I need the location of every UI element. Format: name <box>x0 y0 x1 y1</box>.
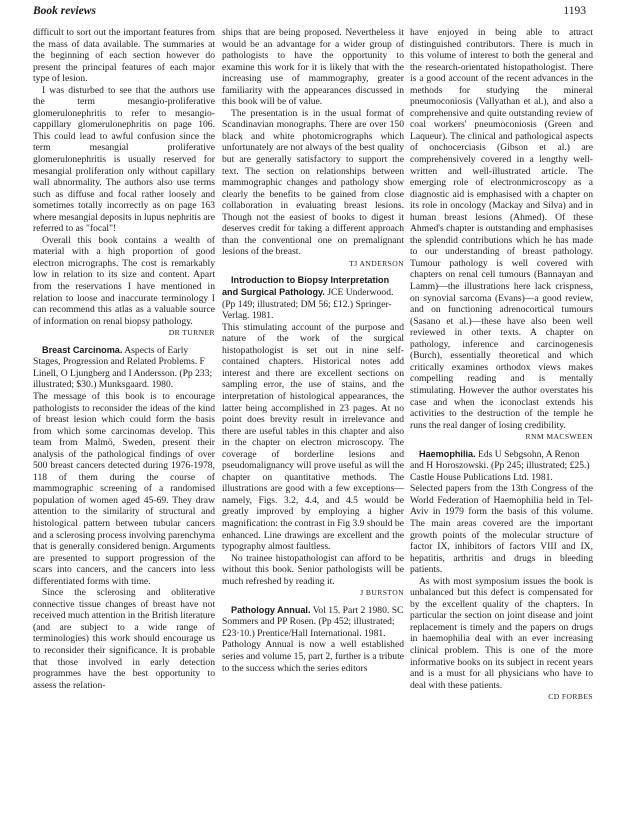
book-citation <box>222 275 404 321</box>
book-title: Haemophilia. <box>419 448 476 459</box>
book-title: Breast Carcinoma. <box>42 344 123 355</box>
reviewer-signature: DR TURNER <box>168 328 215 338</box>
book-details: Eds U Sebgsohn, A Renon and H Horoszowski. (Pp 245; illustrated; £25.) Castle House Publications Ltd. 1981. <box>410 448 590 483</box>
page-header <box>0 0 620 26</box>
book-title: Introduction to Biopsy Interpretation and Surgical Pathology. <box>222 275 390 298</box>
book-citation <box>410 449 593 484</box>
review-paragraph: Since the sclerosing and obliterative connective tissue changes of breast have not received much attention in the British literature (and are subject to a wide range of terminologies) this work should encourage us to reconsider their significance. It is probable that those involved in early detection programmes have the best opportunity to assess the relation- <box>33 587 215 691</box>
column-3 <box>410 27 593 709</box>
review-paragraph: ships that are being proposed. Nevertheless it would be an advantage for a wider group of pathologists to have the opportunity to examine this work for it is likely that with the increasing use of mammography, greater familiarity with the appearances discussed in this book will be of value. <box>222 27 404 108</box>
book-citation <box>222 605 404 640</box>
review-paragraph: No trainee histopathologist can afford to be without this book. Senior pathologists will be much refreshed by reading it. <box>222 552 404 587</box>
column-2 <box>222 27 404 674</box>
review-paragraph: difficult to sort out the important features from the mass of data available. The summaries at the beginning of each section however do present the principal features of each major type of lesion. <box>33 27 215 85</box>
review-paragraph: Overall this book contains a wealth of material with a high proportion of good electron micrographs. The cost is remarkably low in relation to its size and content. Apart from the reservations I have mentioned in relation to loose and inaccurate terminology I can recommend this atlas as a valuable source of information on renal biopsy pathology. <box>33 234 215 327</box>
review-paragraph: Selected papers from the 13th Congress of the World Federation of Haemophilia held in Tel-Aviv in 1979 form the basis of this volume. The main areas covered are the important growth points of the molecular structure of factor IX, inhibitors of factors VIII and IX, hepatitis, arthritis and drugs in bleeding patients. <box>410 483 593 576</box>
section-title: Book reviews <box>33 5 96 17</box>
book-citation <box>33 345 215 391</box>
column-1 <box>33 27 215 691</box>
reviewer-signature: CD FORBES <box>548 692 593 702</box>
reviewer-signature: J BURSTON <box>360 588 404 598</box>
book-details: Aspects of Early Stages, Progression and Related Problems. F Linell, O Ljungberg and I Andersson. (Pp 233; illustrated; $30.) Munksgaard. 1980. <box>33 344 213 391</box>
review-paragraph: Pathology Annual is now a well established series and volume 15, part 2, further is a tribute to the success which the series editors <box>222 639 404 674</box>
reviewer-signature: TJ ANDERSON <box>349 258 404 268</box>
review-paragraph: have enjoyed in being able to attract distinguished contributors. There is much in this volume of interest to both the general and the research-orientated histopathologist. There is a good account of the recent advances in the methods for studying the mineral pneumoconiosis (Vallyathan et al.), and also a comprehensive and quite outstanding review of coal workers' pneumoconiosis (Green and Laqueur). The clinical and pathological aspects of onchocerciasis (Gibson et al.) are comprehensively covered in a lengthy well-written and well-illustrated article. The emerging role of electronmicroscopy as a diagnostic aid is emphasised with a chapter on its role in oncology (Mackay and Silva) and in human breast lesions (Ahmed). Of these Ahmed's chapter is outstanding and emphasises the splendid contributions which he has made to our understanding of breast pathology. Tumour pathology is well covered with chapters on renal cell tumours (Bannayan and Lamm)—the illustrations here lack crispness, on synovial sarcoma (Evans)—a good review, and on functioning adrenocortical tumours (Sasano et al.)—these have also been well reviewed in other texts. A chapter on pathology, inference and carcinogenesis (Burch), essentially theoretical and which critically examines orthodox views makes compelling reading and is mentally stimulating. However the author overstates his case and when the iconoclast extends his activities to the destruction of the temple he runs the real danger of losing credibility. <box>410 27 593 431</box>
review-paragraph: As with most symposium issues the book is unbalanced but this defect is compensated for by the excellent quality of the chapters. In particular the section on joint disease and joint replacement is timely and the papers on drugs in haemophilia deal with an ever increasing clinical problem. This is one of the more informative books on its subject in recent years and is a must for all physicians who have to deal with these patients. <box>410 575 593 691</box>
reviewer-signature: RNM MACSWEEN <box>525 432 593 442</box>
book-details: JCE Underwood. (Pp 149; illustrated; DM 56; £12.) Springer-Verlag. 1981. <box>222 287 394 322</box>
review-paragraph: This stimulating account of the purpose and nature of the work of the surgical histopathologist is set out in nine self-contained chapters. Historical notes add interest and there are excellent sections on sampling error, the use of stains, and the interpretation of histological appearances, the latter being accomplished in 23 pages. At no point does brevity result in irrelevance and there are useful tables in this chapter and also in the chapter on electron microscopy. The coverage of borderline lesions and pseudomalignancy will prove useful as will the chapter on quantitative methods. The illustrations are good with a few exceptions—namely, Figs. 3.2, 4.4, and 4.5 would be greatly improved by employing a higher magnification: the contrast in Fig 3.9 should be enhanced. Line drawings are excellent and the typography almost faultless. <box>222 321 404 553</box>
review-paragraph: The presentation is in the usual format of Scandinavian monographs. There are over 150 black and white photomicrographs which unfortunately are not always of the best quality but are generally satisfactory to support the text. The section on relationships between mammographic changes and pathology show clearly the benefits to be gained from close collaboration in evaluating breast lesions. Though not the easiest of books to digest it deserves credit for taking a different approach than the conventional one on premalignant lesions of the breast. <box>222 107 404 258</box>
review-paragraph: I was disturbed to see that the authors use the term mesangio-proliferative glomerulonephritis to refer to mesangio-cappillary glomerulonephritis on page 106. This could lead to awful confusion since the term mesangial proliferative glomerulonephritis is usually reserved for mesangial proliferation only without capillary wall abnormality. The authors also use terms such as diffuse and focal rather loosely and sometimes totally incorrectly as on page 163 where mesangial deposits in lupus nephritis are referred to as "focal"! <box>33 84 215 235</box>
review-paragraph: The message of this book is to encourage pathologists to reconsider the ideas of the kind of breast lesion which could form the basis from which some carcinomas develop. This team from Malmö, Sweden, present their analysis of the pathological findings of over 500 breast cancers detected during 1976-1978, 118 of them during the course of mammographic screening of a randomised population of women aged 45-69. They draw attention to the similarity of structural and histological pattern between tubular cancers and a sclerosing process involving parenchyma that is generally considered benign. Arguments are presented to support progression of the scars into cancers, and the cancers into less differentiated forms with time. <box>33 390 215 587</box>
book-details: Vol 15. Part 2 1980. SC Sommers and PP Rosen. (Pp 452; illustrated; £23·10.) Prentice/Hall International. 1981. <box>222 604 404 639</box>
book-title: Pathology Annual. <box>231 604 311 615</box>
page-number: 1193 <box>563 5 586 17</box>
